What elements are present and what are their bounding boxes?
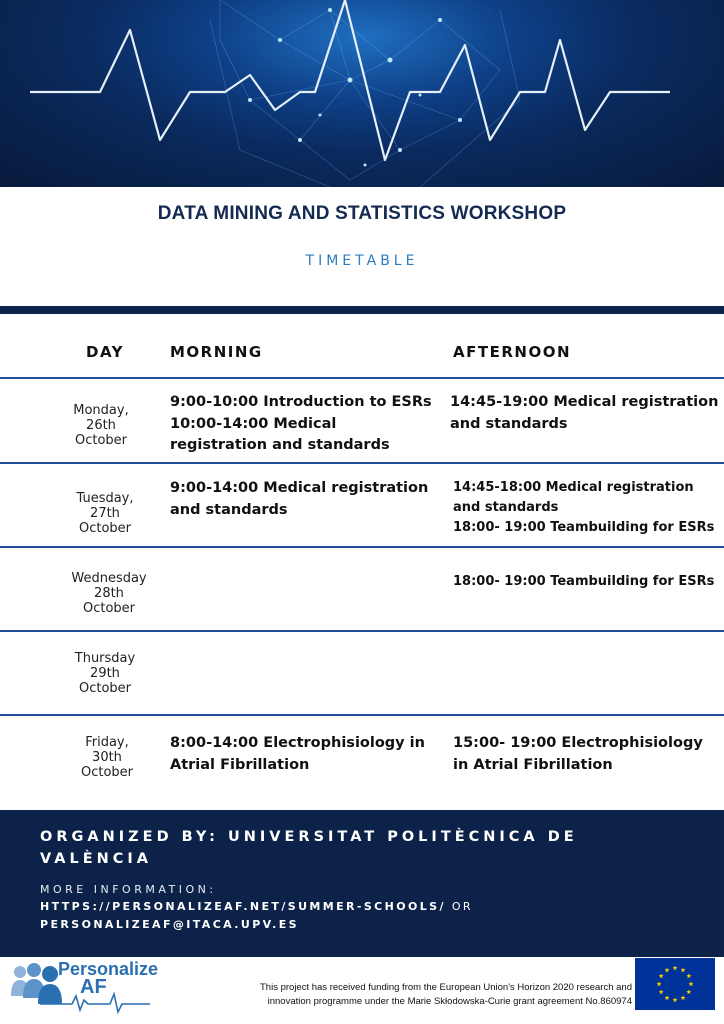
day-date: 27th (90, 506, 120, 521)
day-date: 26th (86, 418, 116, 433)
eu-star-icon (686, 973, 691, 978)
eu-star-icon (681, 995, 686, 1000)
morning-cell-tuesday (170, 478, 428, 521)
email-line (40, 918, 299, 931)
day-cell-thursday (65, 651, 145, 696)
page-subtitle: TIMETABLE (305, 253, 419, 269)
eu-star-icon (665, 995, 670, 1000)
header-divider-bar (0, 306, 724, 314)
day-name: Friday, (85, 735, 129, 750)
day-month: October (74, 433, 128, 448)
funding-line: This project has received funding from the European Union's Horizon 2020 research and (260, 982, 632, 993)
day-cell-wednesday (69, 571, 149, 616)
afternoon-cell-wednesday (453, 572, 714, 592)
morning-cell-friday (170, 733, 425, 776)
session-line: 8:00-14:00 Electrophisiology in (170, 735, 425, 751)
session-line: 14:45-18:00 Medical registration (453, 480, 694, 495)
page-title: DATA MINING AND STATISTICS WORKSHOP (157, 203, 567, 224)
funding-acknowledgement (242, 981, 632, 1009)
day-date: 30th (92, 750, 122, 765)
day-cell-tuesday (65, 491, 145, 536)
column-header-morning: MORNING (170, 343, 263, 361)
day-name: Wednesday (71, 571, 147, 586)
website-line (40, 900, 473, 913)
eu-star-icon (673, 997, 678, 1002)
eu-star-icon (659, 989, 664, 994)
eu-star-icon (686, 989, 691, 994)
afternoon-cell-monday (450, 392, 718, 435)
or-text: OR (451, 900, 473, 913)
session-line: 18:00- 19:00 Teambuilding for ESRs (453, 574, 715, 589)
organizer-text (40, 826, 680, 870)
day-name: Thursday (74, 651, 136, 666)
hero-banner (0, 0, 724, 187)
column-header-day: DAY (86, 343, 124, 361)
footer-panel (0, 810, 724, 957)
logo-line: AF (80, 976, 107, 998)
session-line: registration and standards (170, 437, 390, 453)
session-line: 14:45-19:00 Medical registration (450, 394, 719, 410)
day-month: October (78, 681, 132, 696)
eu-star-icon (657, 981, 662, 986)
email-link[interactable]: PERSONALIZEAF@ITACA.UPV.ES (40, 918, 299, 931)
website-link[interactable]: HTTPS://PERSONALIZEAF.NET/SUMMER-SCHOOLS/ (40, 900, 446, 913)
session-line: 9:00-10:00 Introduction to ESRs (170, 394, 432, 410)
session-line: in Atrial Fibrillation (453, 756, 613, 773)
day-name: Monday, (73, 403, 129, 418)
day-name: Tuesday, (76, 491, 134, 506)
session-line: 10:00-14:00 Medical (170, 415, 337, 432)
row-divider (0, 714, 724, 716)
eu-star-icon (681, 968, 686, 973)
afternoon-cell-tuesday (453, 478, 714, 538)
day-month: October (80, 765, 134, 780)
day-date: 29th (90, 666, 120, 681)
day-cell-friday (67, 735, 147, 780)
session-line: and standards (453, 500, 559, 515)
afternoon-cell-friday (453, 733, 703, 776)
organizer-line: ORGANIZED BY: UNIVERSITAT POLITÈCNICA DE (40, 829, 578, 845)
logo-wordmark (58, 960, 158, 996)
eu-star-icon (689, 981, 694, 986)
row-divider (0, 377, 724, 379)
day-date: 28th (94, 586, 124, 601)
eu-star-icon (659, 973, 664, 978)
logo-line: Personalize (58, 959, 159, 979)
column-header-afternoon: AFTERNOON (453, 343, 571, 361)
day-cell-monday (61, 403, 141, 448)
morning-cell-monday (170, 392, 432, 457)
funding-line: innovation programme under the Marie Skłodowska-Curie grant agreement No.860974 (267, 996, 632, 1007)
session-line: 15:00- 19:00 Electrophisiology (453, 735, 703, 751)
row-divider (0, 462, 724, 464)
eu-stars-icon (635, 958, 715, 1010)
row-divider (0, 630, 724, 632)
session-line: 9:00-14:00 Medical registration (170, 480, 429, 496)
session-line: 18:00- 19:00 Teambuilding for ESRs (453, 520, 715, 535)
eu-star-icon (673, 965, 678, 970)
session-line: Atrial Fibrillation (170, 756, 310, 773)
more-info-label: MORE INFORMATION: (40, 883, 217, 896)
eu-star-icon (665, 968, 670, 973)
eu-flag-icon (635, 958, 715, 1010)
organizer-line: VALÈNCIA (40, 851, 152, 867)
session-line: and standards (450, 415, 568, 432)
heart-ecg-banner-icon (0, 0, 724, 187)
row-divider (0, 546, 724, 548)
day-month: October (78, 521, 132, 536)
session-line: and standards (170, 501, 288, 518)
day-month: October (82, 601, 136, 616)
